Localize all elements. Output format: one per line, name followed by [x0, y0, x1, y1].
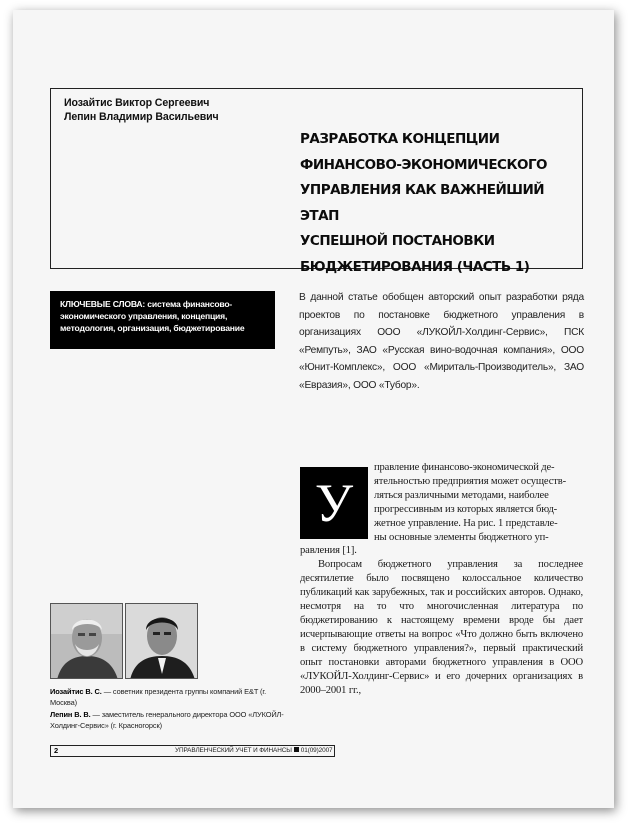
- author-name: Лепин Владимир Васильевич: [64, 111, 219, 123]
- author-photo: [125, 603, 198, 679]
- title-line: ФИНАНСОВО-ЭКОНОМИЧЕСКОГО: [300, 156, 548, 173]
- caption-line: [50, 686, 290, 709]
- caption-text: — советник президента группы компаний E&T (г. Москва): [50, 687, 267, 708]
- title-line: УСПЕШНОЙ ПОСТАНОВКИ: [300, 233, 495, 249]
- author-list: [64, 96, 219, 124]
- journal-issue: 01(09)2007: [300, 747, 333, 754]
- portrait-image: [51, 604, 123, 679]
- body-line: правление финансово-экономической де-: [374, 462, 555, 473]
- photo-caption: [50, 686, 290, 731]
- caption-name: Лепин В. В.: [50, 709, 91, 719]
- caption-name: Иозайтис В. С.: [50, 687, 102, 696]
- keywords-box: [50, 291, 275, 349]
- caption-text: — заместитель генерального директора ООО «ЛУКОЙЛ-Холдинг-Сервис» (г. Красногорск): [50, 709, 284, 730]
- page-number: 2: [54, 746, 59, 755]
- keywords-label: КЛЮЧЕВЫЕ СЛОВА:: [60, 299, 146, 309]
- body-line: ляться различными методами, наиболее: [374, 489, 549, 501]
- title-line: РАЗРАБОТКА КОНЦЕПЦИИ: [300, 131, 500, 147]
- author-name: Иозайтис Виктор Сергеевич: [64, 97, 210, 109]
- abstract: В данной статье обобщен авторский опыт разработки ряда проектов по постановке бюджетного управления в организациях ООО «ЛУКОЙЛ-Холдинг-Сервис», ПСК «Ремпуть», ЗАО «Русская вино-водочная компания», ООО «Юнит-Комплекс», ООО «Мириталь-Производитель», ЗАО «Евразия», ООО «Тубор».: [299, 292, 584, 391]
- body-paragraph: Вопросам бюджетного управления за последнее десятилетие было посвящено колоссальное количество публикаций как зарубежных, так и российских авторов. Однако, несмотря на то что многочисленная литература по бюджетированию к настоящему времени вроде бы дает исчерпывающие ответы на вопрос «Что должно быть включено в систему бюджетного управления?», первый практический опыт постановки авторами бюджетного управления в ООО «ЛУКОЙЛ-Холдинг-Сервис» и его дочерних организациях в 2000–2001 гг.,: [300, 559, 583, 696]
- journal-name: УПРАВЛЕНЧЕСКИЙ УЧЕТ И ФИНАНСЫ: [175, 747, 292, 754]
- keywords-text: система финансово-экономического управления, концепция, методология, организация, бюджетирование: [60, 299, 245, 334]
- author-photo: [50, 603, 123, 679]
- caption-line: [50, 709, 290, 732]
- body-line: ятельностью предприятия может осуществ-: [374, 475, 566, 487]
- drop-cap: У: [300, 467, 368, 539]
- body-line: равления [1].: [300, 545, 357, 557]
- square-icon: [294, 747, 299, 752]
- title-line: УПРАВЛЕНИЯ КАК ВАЖНЕЙШИЙ ЭТАП: [300, 182, 545, 224]
- body-line: ны основные элементы бюджетного уп-: [374, 531, 549, 543]
- body-line: прогрессивным из которых является бюд-: [374, 503, 558, 515]
- journal-footer: [175, 746, 332, 756]
- portrait-image: [126, 604, 198, 679]
- body-line: жетное управление. На рис. 1 представле-: [374, 517, 558, 529]
- title-line: БЮДЖЕТИРОВАНИЯ (ЧАСТЬ 1): [300, 258, 530, 275]
- article-title: [300, 127, 580, 280]
